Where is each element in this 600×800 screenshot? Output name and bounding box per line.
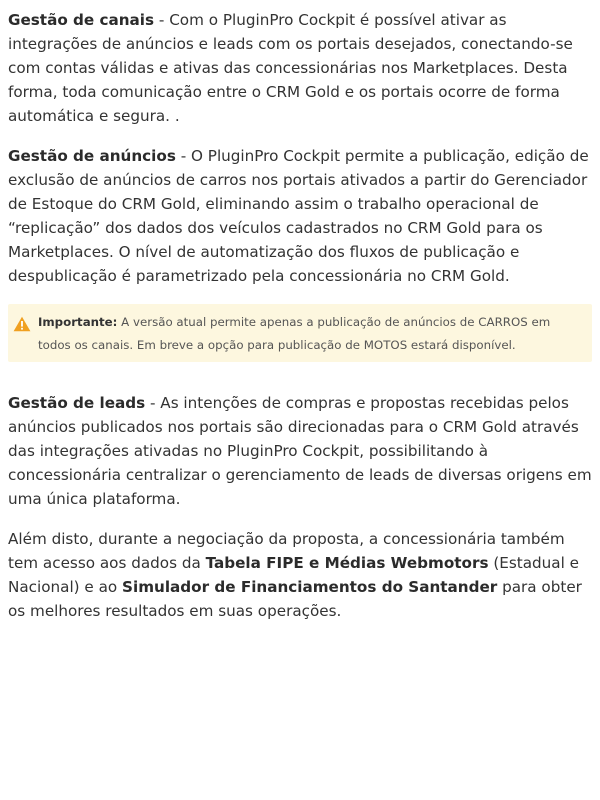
text-alem-part1: Além disto, durante a negociação da proposta, a concessionária também tem acesso aos dados da <box>8 530 565 572</box>
text-alem-part3: para obter os melhores resultados em suas operações. <box>8 578 582 620</box>
text-alem-part2: (Estadual e Nacional) e ao <box>8 554 580 596</box>
paragraph-gestao-leads <box>8 391 592 511</box>
text-gestao-anuncios: - O PluginPro Cockpit permite a publicação, edição de exclusão de anúncios de carros nos portais ativados a partir do Gerenciador de Estoque do CRM Gold, eliminando assim o trabalho operacional de “replicação” dos dados dos veículos cadastrados no CRM Gold para os Marketplaces. O nível de automatização dos fluxos de publicação e despublicação é parametrizado pela concessionária no CRM Gold. <box>8 147 589 285</box>
text-tabela-fipe: Tabela FIPE e Médias Webmotors <box>205 554 489 572</box>
warning-icon <box>13 316 31 332</box>
paragraph-alem-disto <box>8 527 592 623</box>
paragraph-gestao-anuncios <box>8 144 592 288</box>
text-simulador-santander: Simulador de Financiamentos do Santander <box>122 578 498 596</box>
text-gestao-canais: - Com o PluginPro Cockpit é possível ativar as integrações de anúncios e leads com os portais desejados, conectando-se com contas válidas e ativas das concessionárias nos Marketplaces. Desta forma, toda comunicação entre o CRM Gold e os portais ocorre de forma automática e segura. . <box>8 11 573 125</box>
callout-label: Importante: <box>38 315 118 329</box>
important-callout <box>8 304 592 362</box>
heading-gestao-leads: Gestão de leads <box>8 394 146 412</box>
heading-gestao-anuncios: Gestão de anúncios <box>8 147 176 165</box>
paragraph-gestao-canais <box>8 8 592 128</box>
text-gestao-leads: - As intenções de compras e propostas recebidas pelos anúncios publicados nos portais são direcionadas para o CRM Gold através das integrações ativadas no PluginPro Cockpit, possibilitando à concessionária centralizar o gerenciamento de leads de diversas origens em uma única plataforma. <box>8 394 592 508</box>
callout-text: A versão atual permite apenas a publicação de anúncios de CARROS em todos os canais. Em breve a opção para publicação de MOTOS estará disponível. <box>38 315 551 352</box>
heading-gestao-canais: Gestão de canais <box>8 11 155 29</box>
